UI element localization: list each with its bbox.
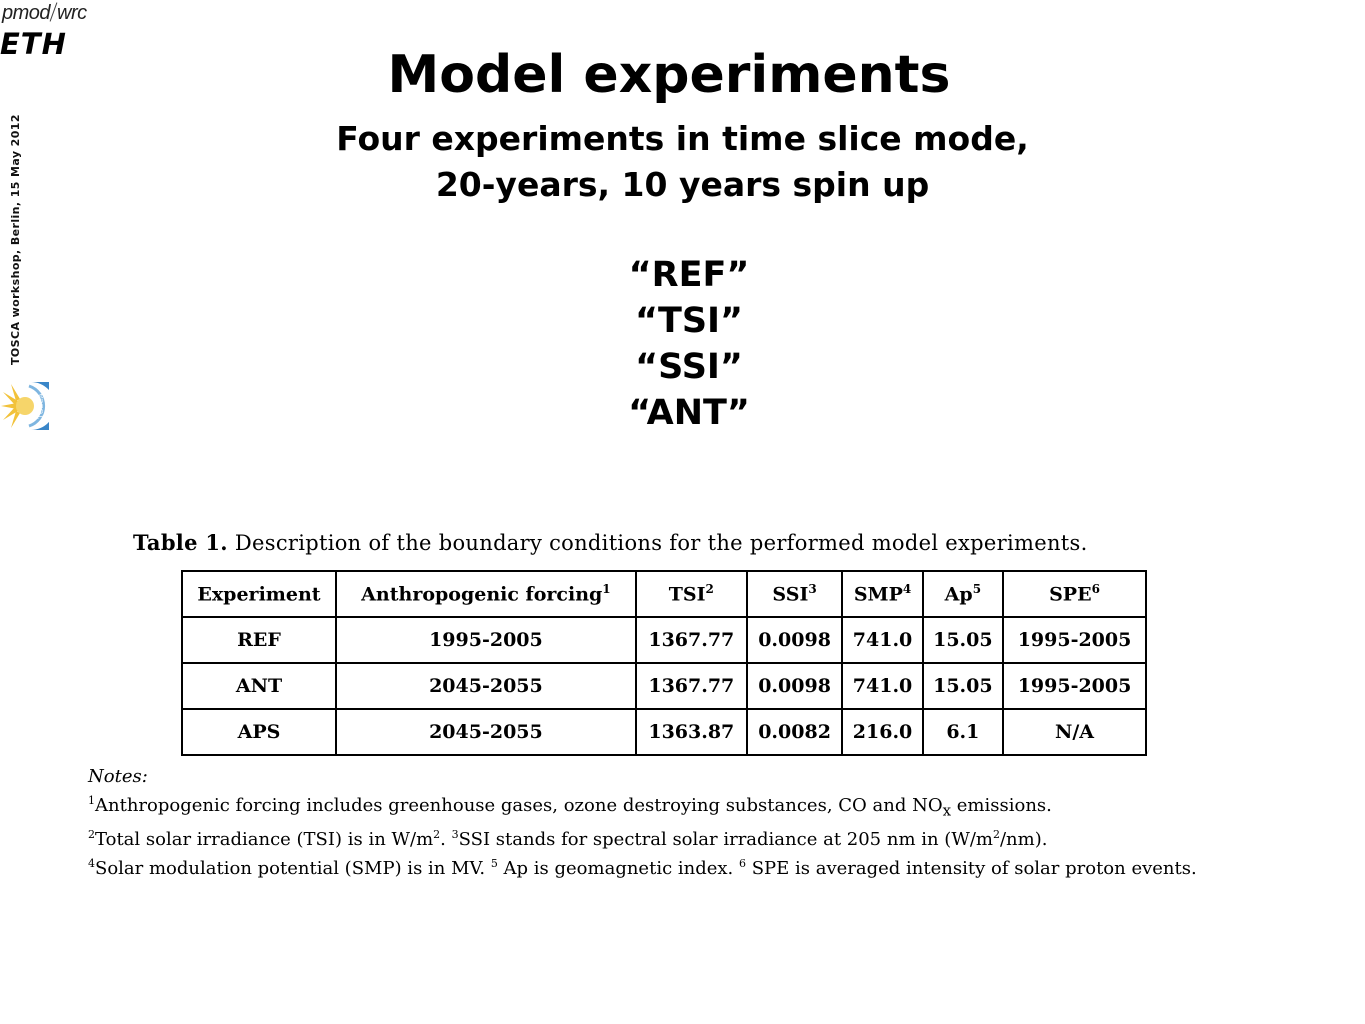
col-header-ssi: SSI$^3$ [747,571,843,617]
table-caption-text: Description of the boundary conditions for the performed model experiments. [234,531,1088,555]
table-cell: 0.0098 [747,663,843,709]
table-cell: 1995-2005 [336,617,636,663]
table-cell: 0.0082 [747,709,843,755]
table-caption [133,530,1088,555]
table-caption-label: Table 1. [133,530,228,555]
note-1: $^1$Anthropogenic forcing includes greenhouse gases, ozone destroying substances, CO and $NO_x$ emissions. [88,794,1052,820]
wrc-text: wrc [57,2,87,24]
experiment-item: “REF” [628,255,750,295]
table-cell: 1995-2005 [1003,617,1146,663]
experiment-list [0,252,1365,436]
eth-logo: ETH [0,27,67,61]
table-cell: 0.0098 [747,617,843,663]
table-cell: 1367.77 [636,617,747,663]
table-notes [88,765,1258,881]
table-cell: 2045-2055 [336,663,636,709]
table-cell: N/A [1003,709,1146,755]
experiment-item: “ANT” [628,393,750,433]
table-row [182,617,1146,663]
tosca-logo-text: TOSCA [37,393,45,419]
table-cell: 6.1 [923,709,1003,755]
table-cell: 2045-2055 [336,709,636,755]
slide-subtitle [0,116,1365,208]
table-cell: REF [182,617,336,663]
pmod-wrc-logo [2,2,87,25]
col-header-anthropogenic: Anthropogenic forcing$^1$ [336,571,636,617]
note-2-3: $^2$Total solar irradiance (TSI) is in $W/m^2$. $^3$SSI stands for spectral solar irradiance at 205 nm in $(W/m^2/nm)$. [88,827,1048,850]
boundary-conditions-table [181,570,1147,756]
table-row [182,663,1146,709]
pmod-text: pmod [2,2,51,24]
table-cell: 15.05 [923,617,1003,663]
slide-title: Model experiments [387,45,951,105]
table-cell: 741.0 [842,663,922,709]
table-cell: 741.0 [842,617,922,663]
notes-header: Notes: [88,766,148,787]
col-header-experiment: Experiment [182,571,336,617]
note-4-5-6: $^4$Solar modulation potential (SMP) is in MV. $^5$ Ap is geomagnetic index. $^6$ SPE is averaged intensity of solar proton events. [88,856,1197,879]
subtitle-line-2: 20-years, 10 years spin up [435,165,930,204]
table-cell: 1367.77 [636,663,747,709]
table-cell: 216.0 [842,709,922,755]
table-cell: 1995-2005 [1003,663,1146,709]
table-cell: APS [182,709,336,755]
subtitle-line-1: Four experiments in time slice mode, [336,119,1029,158]
table-cell: 1363.87 [636,709,747,755]
col-header-spe: SPE$^6$ [1003,571,1146,617]
workshop-side-label: TOSCA workshop, Berlin, 15 May 2012 [9,114,22,365]
table-row [182,709,1146,755]
col-header-tsi: TSI$^2$ [636,571,747,617]
col-header-ap: Ap$^5$ [923,571,1003,617]
table-cell: 15.05 [923,663,1003,709]
experiment-item: “TSI” [634,301,744,341]
col-header-smp: SMP$^4$ [842,571,922,617]
table-header-row [182,571,1146,617]
table-cell: ANT [182,663,336,709]
experiment-item: “SSI” [635,347,743,387]
